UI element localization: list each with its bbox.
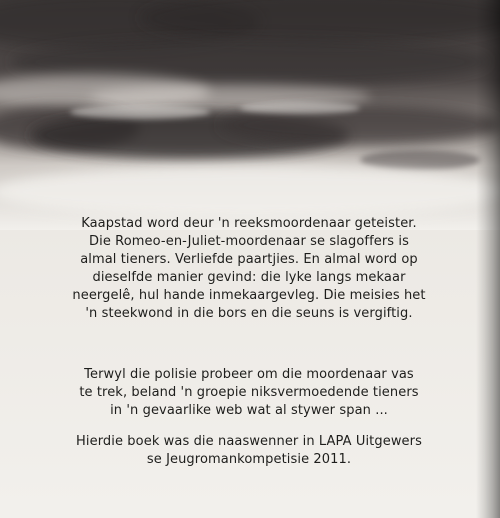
blurb-line: almal tieners. Verliefde paartjies. En almal word op (80, 252, 418, 267)
spine-shadow (476, 0, 500, 518)
blurb-line: Die Romeo-en-Juliet-moordenaar se slagoffers is (89, 234, 409, 249)
blurb-line: Hierdie boek was die naaswenner in LAPA Uitgewers (76, 434, 422, 449)
blurb-paragraph-3 (28, 433, 470, 469)
blurb-line: se Jeugromankompetisie 2011. (146, 452, 352, 467)
blurb-line: dieselfde manier gevind: die lyke langs mekaar (92, 270, 406, 285)
cloudy-sky-image (0, 0, 500, 230)
blurb-line: Terwyl die polisie probeer om die moordenaar vas (84, 367, 414, 382)
blurb-line: neergelê, hul hande inmekaargevleg. Die meisies het (72, 288, 426, 303)
blurb-paragraph-1 (28, 215, 470, 323)
blurb-paragraph-2 (28, 366, 470, 420)
blurb-line: in 'n gevaarlike web wat al stywer span ... (110, 403, 388, 418)
blurb-line: 'n steekwond in die bors en die seuns is vergiftig. (85, 306, 413, 321)
blurb-line: Kaapstad word deur 'n reeksmoordenaar geteister. (81, 216, 417, 231)
blurb-line: te trek, beland 'n groepie niksvermoedende tieners (79, 385, 419, 400)
